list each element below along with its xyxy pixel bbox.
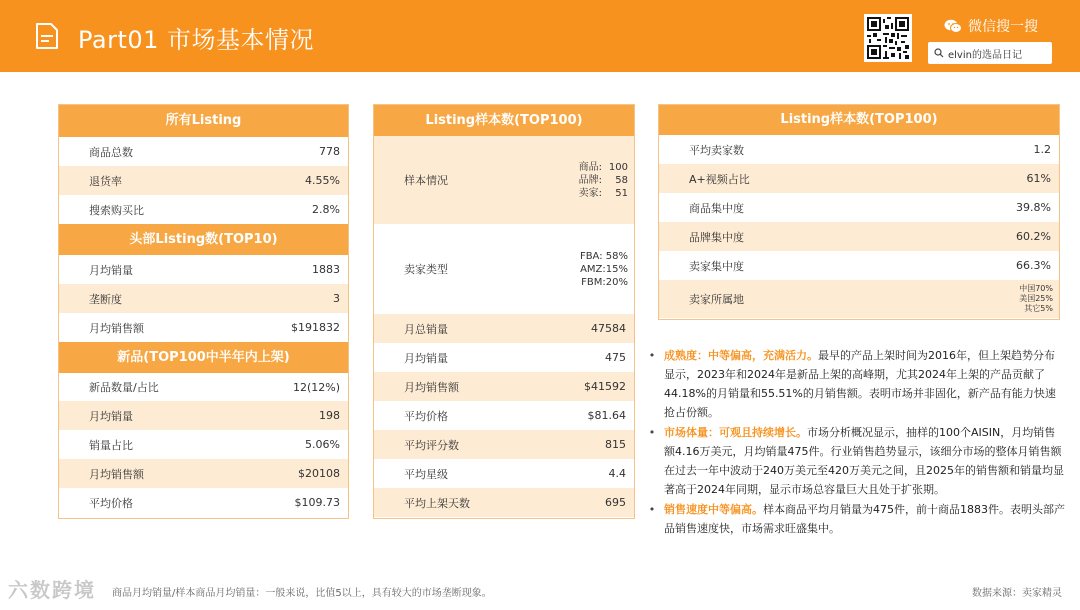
row-value: 60.2% (1016, 230, 1051, 243)
row-label: 垄断度 (89, 292, 122, 306)
row-label: 搜索购买比 (89, 203, 144, 217)
header-bar (0, 0, 1080, 72)
sample-listing-panel (373, 104, 635, 519)
breakdown-line: 其它5% (1024, 304, 1053, 313)
table-row (374, 314, 634, 343)
table-row (59, 284, 348, 313)
row-label: 销量占比 (89, 438, 133, 452)
row-label: 卖家所属地 (689, 293, 744, 306)
table-row (59, 373, 348, 401)
panel-title: Listing样本数(TOP100) (659, 105, 1059, 135)
row-value: 1.2 (1033, 143, 1051, 156)
row-value: 12(12%) (292, 380, 340, 394)
row-label: 平均上架天数 (404, 496, 470, 510)
footer-source: 数据来源：卖家精灵 (972, 588, 1062, 599)
page-title: Part01 市场基本情况 (78, 26, 315, 54)
bullet-highlight: 成熟度：中等偏高，充满活力。 (664, 349, 818, 362)
row-label: 月均销售额 (89, 467, 144, 481)
breakdown-line: 中国70% (1019, 284, 1053, 293)
seller-origin-row (659, 280, 1059, 318)
breakdown-key: 卖家: (578, 187, 602, 199)
breakdown-line: 美国25% (1019, 294, 1053, 303)
row-value: 778 (319, 145, 340, 158)
section-header-new-products: 新品(TOP100中半年内上架) (59, 342, 348, 373)
row-value: $81.64 (587, 409, 626, 422)
row-label: 商品总数 (89, 145, 133, 159)
row-value: 66.3% (1016, 259, 1051, 272)
all-listing-panel (58, 104, 349, 519)
row-label: 退货率 (89, 174, 122, 188)
row-value: 198 (319, 409, 340, 422)
row-label: 月均销量 (89, 409, 133, 423)
bullet-dot: • (648, 503, 656, 516)
row-label: 月总销量 (404, 322, 448, 336)
row-label: 卖家类型 (404, 263, 448, 276)
table-row (59, 313, 348, 342)
table-row (59, 137, 348, 166)
table-row (59, 459, 348, 488)
table-row (374, 488, 634, 517)
row-label: 品牌集中度 (689, 230, 744, 244)
breakdown-value: 100 (608, 161, 628, 173)
row-label: 月均销量 (89, 263, 133, 277)
row-label: 月均销量 (404, 351, 448, 365)
section-header-top10: 头部Listing数(TOP10) (59, 224, 348, 255)
bullet-text: 最早的产品上架时间为2016年，但上架趋势分布显示，2023年和2024年是新品上架的高峰期，尤其2024年上架的产品贡献了44.18%的月销量和55.51%的月销售额。表明市场并非固化，新产品有能力快速抢占份额。 (664, 349, 1056, 419)
row-label: A+视频占比 (689, 172, 750, 186)
bullet-dot: • (648, 426, 656, 439)
row-label: 月均销售额 (404, 380, 459, 394)
row-value: 4.55% (305, 174, 340, 187)
row-value: 475 (605, 351, 626, 364)
list-item (640, 423, 1065, 499)
table-row (59, 401, 348, 430)
row-value: 4.4 (608, 467, 626, 480)
bullet-dot: • (648, 349, 656, 362)
bullet-highlight: 销售速度中等偏高。 (664, 503, 763, 516)
breakdown-key: 品牌: (578, 174, 602, 186)
search-icon (934, 48, 944, 58)
breakdown-line: FBA: 58% (579, 250, 628, 262)
list-item (640, 500, 1065, 538)
table-row (59, 430, 348, 459)
table-row (59, 488, 348, 517)
table-row (374, 459, 634, 488)
breakdown-value: 51 (615, 187, 628, 199)
breakdown-line: FBM:20% (581, 276, 628, 288)
table-row (659, 135, 1059, 164)
breakdown-line: AMZ:15% (580, 263, 628, 275)
table-row (374, 430, 634, 459)
row-label: 平均星级 (404, 467, 448, 481)
row-label: 新品数量/占比 (89, 381, 159, 394)
table-row (374, 372, 634, 401)
row-label: 平均价格 (404, 409, 448, 423)
row-label: 商品集中度 (689, 201, 744, 215)
seller-origin-breakdown (1019, 284, 1059, 314)
document-icon (34, 22, 60, 50)
row-label: 平均评分数 (404, 438, 459, 452)
row-value: 5.06% (305, 438, 340, 451)
competition-panel (658, 104, 1060, 320)
table-row (659, 164, 1059, 193)
table-row (59, 255, 348, 284)
sample-breakdown (572, 161, 634, 200)
row-value: 3 (333, 292, 340, 305)
row-value: $20108 (298, 467, 340, 480)
breakdown-key: 商品: (578, 161, 602, 173)
seller-type-row (374, 224, 634, 314)
row-value: $41592 (584, 380, 626, 393)
row-value: 61% (1026, 172, 1051, 185)
row-value: 695 (605, 496, 626, 509)
table-row (374, 343, 634, 372)
bullet-highlight: 市场体量：可观且持续增长。 (664, 426, 807, 439)
table-row (59, 166, 348, 195)
panel-title: Listing样本数(TOP100) (374, 105, 634, 136)
row-label: 平均价格 (89, 496, 133, 510)
row-value: 1883 (312, 263, 340, 276)
search-text: elvin的选品日记 (948, 49, 1022, 61)
row-label: 月均销售额 (89, 321, 144, 335)
wechat-search (928, 16, 1052, 66)
row-value: 815 (605, 438, 626, 451)
row-label: 平均卖家数 (689, 143, 744, 157)
row-value: 2.8% (312, 203, 340, 216)
bullet-text: 样本商品平均月销量为475件，前十商品1883件。表明头部产品销售速度快，市场需求旺盛集中。 (664, 503, 1065, 535)
table-row (659, 251, 1059, 280)
breakdown-value: 58 (615, 174, 628, 186)
footer-note: 商品月均销量/样本商品月均销量：一般来说，比值5以上，具有较大的市场垄断现象。 (112, 588, 492, 599)
table-row (659, 193, 1059, 222)
sample-row (374, 136, 634, 224)
row-value: 47584 (591, 322, 626, 335)
table-row (59, 195, 348, 224)
row-value: $109.73 (294, 496, 340, 509)
table-row (659, 222, 1059, 251)
row-label: 样本情况 (404, 174, 448, 187)
analysis-bullets (640, 346, 1065, 539)
wechat-label: 微信搜一搜 (968, 19, 1038, 35)
seller-type-breakdown (580, 250, 634, 289)
row-value: 39.8% (1016, 201, 1051, 214)
wechat-icon (944, 19, 962, 34)
bullet-text: 市场分析概况显示，抽样的100个AISIN，月均销售额4.16万美元，月均销量475件。行业销售趋势显示，该细分市场的整体月销售额在过去一年中波动于240万美元至420万美元之间，且2025年的销售额和销量均显著高于2024年同期，显示市场总容量巨大且处于扩张期。 (664, 426, 1064, 496)
qr-code (864, 14, 912, 62)
table-row (374, 401, 634, 430)
watermark: 六数跨境 (8, 578, 96, 602)
row-value: $191832 (291, 321, 340, 334)
search-box[interactable] (928, 42, 1052, 64)
list-item (640, 346, 1065, 422)
row-label: 卖家集中度 (689, 259, 744, 273)
section-header-all-listing: 所有Listing (59, 105, 348, 137)
